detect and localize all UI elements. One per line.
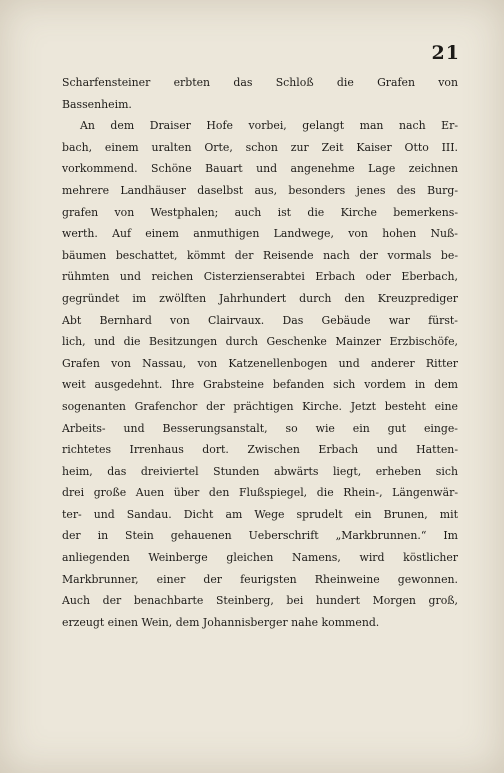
- text-line: mehrere Landhäuser daselbst aus, besonders jenes des Burg-: [62, 183, 458, 197]
- text-line: sogenanten Grafenchor der prächtigen Kirche. Jetzt besteht eine: [62, 399, 458, 413]
- text-line: grafen von Westphalen; auch ist die Kirche bemerkens-: [62, 205, 458, 219]
- text-line: An dem Draiser Hofe vorbei, gelangt man nach Er-: [80, 119, 458, 133]
- text-line: lich, und die Besitzungen durch Geschenke Mainzer Erzbischöfe,: [62, 335, 458, 349]
- text-line: der in Stein gehauenen Ueberschrift „Markbrunnen.“ Im: [62, 529, 458, 543]
- text-line: gegründet im zwölften Jahrhundert durch den Kreuzprediger: [62, 291, 458, 305]
- text-line: Markbrunner, einer der feurigsten Rheinweine gewonnen.: [62, 572, 458, 586]
- text-line: erzeugt einen Wein, dem Johannisberger nahe kommend.: [62, 615, 380, 629]
- text-line: Grafen von Nassau, von Katzenellenbogen und anderer Ritter: [62, 356, 458, 370]
- text-line: weit ausgedehnt. Ihre Grabsteine befanden sich vordem in dem: [62, 378, 458, 392]
- text-line: heim, das dreiviertel Stunden abwärts liegt, erheben sich: [62, 464, 458, 478]
- text-line: Arbeits- und Besserungsanstalt, so wie ein gut einge-: [62, 421, 458, 435]
- page-number: 21: [431, 42, 460, 64]
- text-line: Bassenheim.: [62, 97, 132, 111]
- text-line: richtetes Irrenhaus dort. Zwischen Erbach und Hatten-: [62, 443, 458, 457]
- text-line: drei große Auen über den Flußspiegel, die Rhein-, Längenwär-: [62, 486, 458, 500]
- text-line: ter- und Sandau. Dicht am Wege sprudelt ein Brunen, mit: [62, 507, 458, 521]
- body-text: [62, 72, 458, 633]
- text-line: rühmten und reichen Cisterzienserabtei Erbach oder Eberbach,: [62, 270, 458, 284]
- text-line: Abt Bernhard von Clairvaux. Das Gebäude war fürst-: [62, 313, 458, 327]
- text-line: vorkommend. Schöne Bauart und angenehme Lage zeichnen: [62, 162, 458, 176]
- text-line: anliegenden Weinberge gleichen Namens, wird köstlicher: [62, 551, 458, 565]
- text-line: werth. Auf einem anmuthigen Landwege, von hohen Nuß-: [62, 227, 458, 241]
- text-line: bach, einem uralten Orte, schon zur Zeit Kaiser Otto III.: [62, 140, 458, 154]
- text-line: bäumen beschattet, kömmt der Reisende nach der vormals be-: [62, 248, 458, 262]
- text-line: Auch der benachbarte Steinberg, bei hundert Morgen groß,: [62, 594, 458, 608]
- text-line: Scharfensteiner erbten das Schloß die Grafen von: [62, 76, 458, 89]
